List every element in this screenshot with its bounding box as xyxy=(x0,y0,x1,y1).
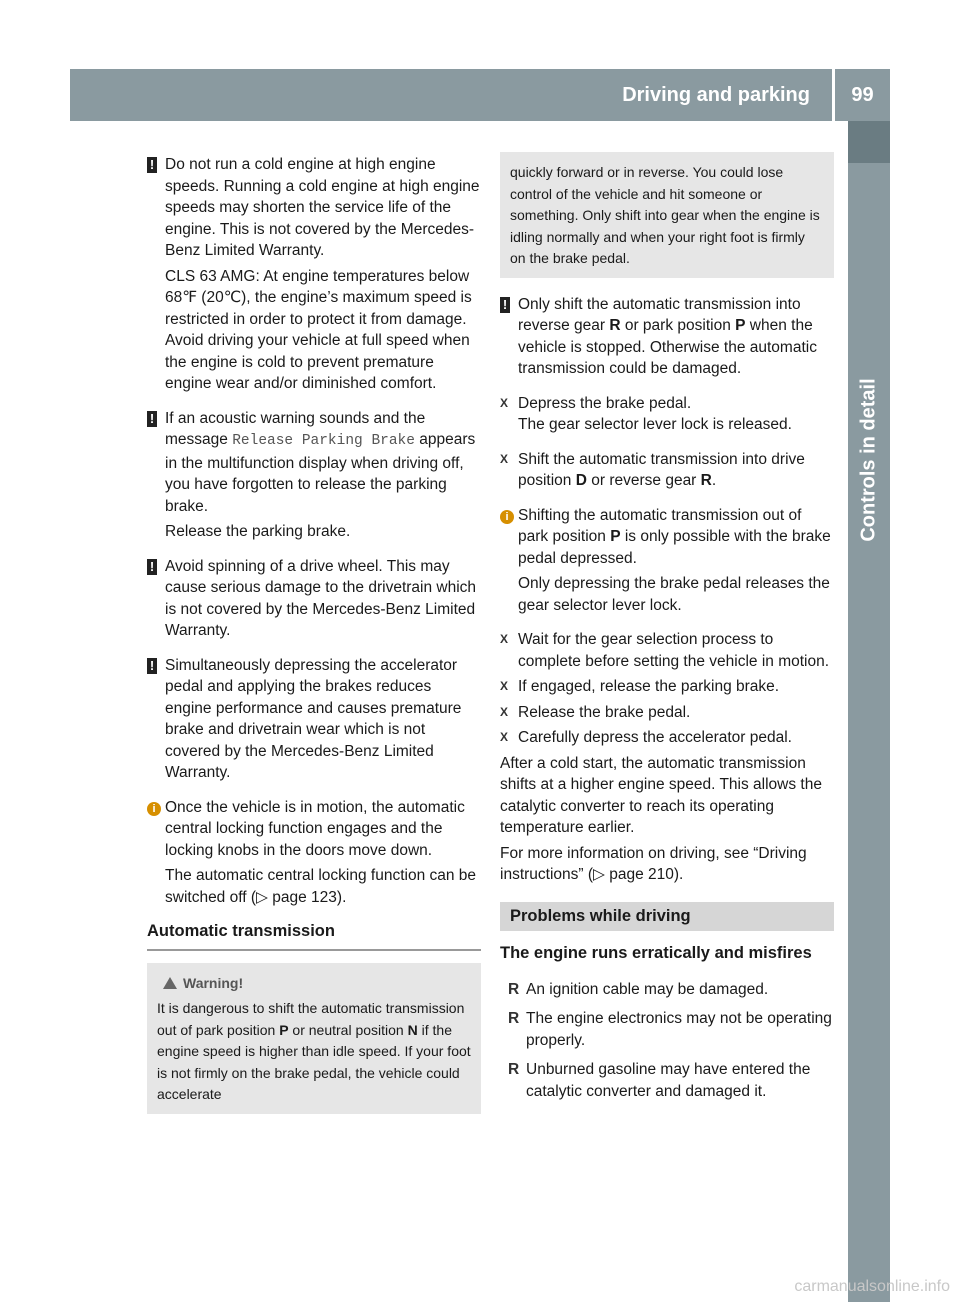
note-icon: ! xyxy=(500,294,510,316)
list-item: R An ignition cable may be damaged. xyxy=(508,979,834,1001)
info-central-locking: i Once the vehicle is in motion, the automatic central locking function engages and the locking knobs in the doors move down. The automatic central locking function can be switched off (▷ page 123). xyxy=(147,797,481,909)
note-cold-engine: ! Do not run a cold engine at high engine speeds. Running a cold engine at high engine speeds may shorten the service life of the engine. This is not covered by the Mercedes-Benz Limited Warranty. CLS 63 AMG: At engine temperatures below 68℉ (20℃), the engine’s maximum speed is restricted in order to protect it from damage. Avoid driving your vehicle at full speed when the engine is cold to prevent premature engine wear and/or diminished comfort. xyxy=(147,154,481,395)
step-arrow-icon: X xyxy=(500,679,509,693)
note-pedals: ! Simultaneously depressing the accelerator pedal and applying the brakes reduces engine performance and causes premature brake and drivetrain wear which is not covered by the Mercedes-Benz Limited Warranty. xyxy=(147,655,481,784)
display-message: Release Parking Brake xyxy=(232,433,415,449)
note-parking-brake: ! If an acoustic warning sounds and the message Release Parking Brake appears in the multifunction display when driving off, you have forgotten to release the parking brake. Release the parking brake. xyxy=(147,408,481,543)
info-shift-park: i Shifting the automatic transmission out of park position P is only possible with the brake pedal depressed. Only depressing the brake pedal releases the gear selector lever lock. xyxy=(500,505,834,617)
step-arrow-icon: X xyxy=(500,451,509,466)
warning-box: Warning! It is dangerous to shift the automatic transmission out of park position P or neutral position N if the engine speed is higher than idle speed. If your foot is not firmly on the brake pedal, the vehicle could accelerate xyxy=(147,963,481,1114)
step-arrow-icon: X xyxy=(500,730,509,744)
note-wheel-spin: ! Avoid spinning of a drive wheel. This may cause serious damage to the drivetrain which is not covered by the Mercedes-Benz Limited Warranty. xyxy=(147,556,481,642)
paragraph-cold-start: After a cold start, the automatic transmission shifts at a higher engine speed. This allows the catalytic converter to reach its operating temperature earlier. xyxy=(500,754,822,836)
warning-triangle-icon xyxy=(163,977,177,989)
side-tab xyxy=(848,121,890,1302)
step-wait: X Wait for the gear selection process to complete before setting the vehicle in motion. xyxy=(500,631,830,670)
warning-title: Warning! xyxy=(163,973,471,995)
note-icon: ! xyxy=(147,408,157,430)
page-header xyxy=(70,69,890,121)
step-result: The gear selector lever lock is released. xyxy=(518,416,792,433)
step-shift: X Shift the automatic transmission into drive position D or reverse gear R. xyxy=(500,450,805,489)
step-arrow-icon: X xyxy=(500,704,509,719)
paragraph-more-info: For more information on driving, see “Driving instructions” (▷ page 210). xyxy=(500,844,807,883)
side-tab-label: Controls in detail xyxy=(857,378,880,542)
bullet-icon: R xyxy=(508,1010,520,1027)
list-item: R Unburned gasoline may have entered the catalytic converter and damaged it. xyxy=(508,1061,811,1100)
page-number: 99 xyxy=(832,69,890,121)
section-band: Problems while driving xyxy=(500,902,834,932)
watermark: carmanualsonline.info xyxy=(794,1278,950,1295)
step-arrow-icon: X xyxy=(500,632,509,646)
step-depress-brake: X Depress the brake pedal. The gear selector lever lock is released. xyxy=(500,393,834,436)
note-shift-stopped: ! Only shift the automatic transmission into reverse gear R or park position P when the vehicle is stopped. Otherwise the automatic transmission could be damaged. xyxy=(500,294,834,380)
info-icon: i xyxy=(147,797,161,819)
list-item: R The engine electronics may not be operating properly. xyxy=(508,1010,832,1049)
step-release-brake: X Release the brake pedal. xyxy=(500,702,834,724)
info-cross-ref: The automatic central locking function can be switched off (▷ page 123). xyxy=(165,867,477,906)
step-arrow-icon: X xyxy=(500,395,509,410)
info-detail: Only depressing the brake pedal releases the gear selector lever lock. xyxy=(518,575,830,614)
note-amg-text: CLS 63 AMG: At engine temperatures below 68℉ (20℃), the engine’s maximum speed is restricted in order to protect it from damage. Avoid driving your vehicle at full speed when the engine is cold to prevent premature engine wear and/or diminished comfort. xyxy=(165,267,472,392)
left-column xyxy=(147,154,481,1114)
bullet-icon: R xyxy=(508,980,520,998)
note-instruction: Release the parking brake. xyxy=(165,523,351,540)
subsection-heading: The engine runs erratically and misfires xyxy=(500,944,812,962)
right-column xyxy=(500,154,834,1115)
note-icon: ! xyxy=(147,556,157,578)
section-heading: Automatic transmission xyxy=(147,921,481,951)
info-icon: i xyxy=(500,505,514,527)
chapter-title: Driving and parking xyxy=(622,84,810,106)
bullet-icon: R xyxy=(508,1061,520,1078)
note-icon: ! xyxy=(147,154,157,176)
note-icon: ! xyxy=(147,655,157,677)
side-tab-marker xyxy=(848,121,890,163)
step-accelerate: X Carefully depress the accelerator pedal. xyxy=(500,727,834,749)
step-release-parking: X If engaged, release the parking brake. xyxy=(500,676,834,698)
warning-box-continued: quickly forward or in reverse. You could lose control of the vehicle and hit someone or something. Only shift into gear when the engine is idling normally and when your right foot is firmly on the brake pedal. xyxy=(500,152,834,278)
